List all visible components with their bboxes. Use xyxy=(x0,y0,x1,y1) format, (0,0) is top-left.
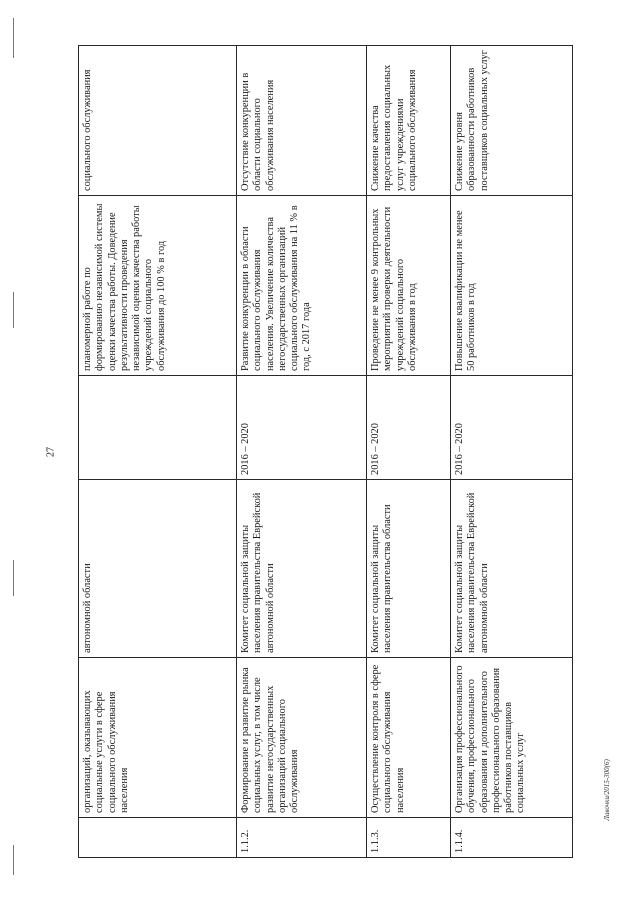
cell-period xyxy=(79,376,237,480)
cell-risk: социального обслуживания xyxy=(79,46,237,196)
table-row xyxy=(79,46,237,858)
cell-activity: Осуществление контроля в сфере социального обслуживания населения xyxy=(367,658,451,818)
cell-period: 2016 – 2020 xyxy=(451,376,573,480)
cell-executor: Комитет социальной защиты населения правительства Еврейской автономной области xyxy=(237,480,367,658)
document-code: Лавочки/2015-300(6) xyxy=(603,759,611,821)
page-number: 27 xyxy=(45,447,57,457)
cell-risk: Отсутствие конкуренции в области социального обслуживания населения xyxy=(237,46,367,196)
table-row xyxy=(237,46,367,858)
cell-risk: Снижение качества предоставления социальных услуг учреждениями социального обслуживания xyxy=(367,46,451,196)
cell-activity: Формирование и развитие рынка социальных услуг, в том числе развитие негосударственных организаций социального обслуживания xyxy=(237,658,367,818)
cell-indicator: Проведение не менее 9 контрольных мероприятий проверки деятельности учреждений социального обслуживания в год xyxy=(367,196,451,376)
cell-executor: Комитет социальной защиты населения правительства Еврейской автономной области xyxy=(451,480,573,658)
cell-activity: организаций, оказывающих социальные услуги в сфере социального обслуживания населения xyxy=(79,658,237,818)
cell-number: 1.1.3. xyxy=(367,818,451,858)
binding-margin-line xyxy=(13,18,14,58)
activities-table xyxy=(78,45,573,858)
rotated-table-wrapper xyxy=(78,46,572,858)
cell-activity: Организация профессионального обучения, профессионального образования и дополнительного профессионального образования работников поставщиков социальных услуг xyxy=(451,658,573,818)
binding-margin-line xyxy=(13,292,14,328)
cell-risk: Снижение уровня образованности работников поставщиков социальных услуг xyxy=(451,46,573,196)
cell-period: 2016 – 2020 xyxy=(367,376,451,480)
cell-number: 1.1.2. xyxy=(237,818,367,858)
table-row xyxy=(451,46,573,858)
cell-executor: Комитет социальной защиты населения правительства области xyxy=(367,480,451,658)
binding-margin-line xyxy=(13,560,14,596)
binding-margin-line xyxy=(13,845,14,875)
cell-indicator: Повышение квалификации не менее 50 работников в год xyxy=(451,196,573,376)
cell-number: 1.1.4. xyxy=(451,818,573,858)
cell-indicator: планомерной работе по формированию независимой системы оценки качества работы. Доведение результативности проведения независимой оценки качества работы учреждений социального обслуживания до 100 % в год xyxy=(79,196,237,376)
cell-indicator: Развитие конкуренции в области социального обслуживания населения. Увеличение количества негосударственных организаций социального обслуживания на 11 % в год, с 2017 года xyxy=(237,196,367,376)
cell-number xyxy=(79,818,237,858)
cell-period: 2016 – 2020 xyxy=(237,376,367,480)
cell-executor: автономной области xyxy=(79,480,237,658)
table-row xyxy=(367,46,451,858)
